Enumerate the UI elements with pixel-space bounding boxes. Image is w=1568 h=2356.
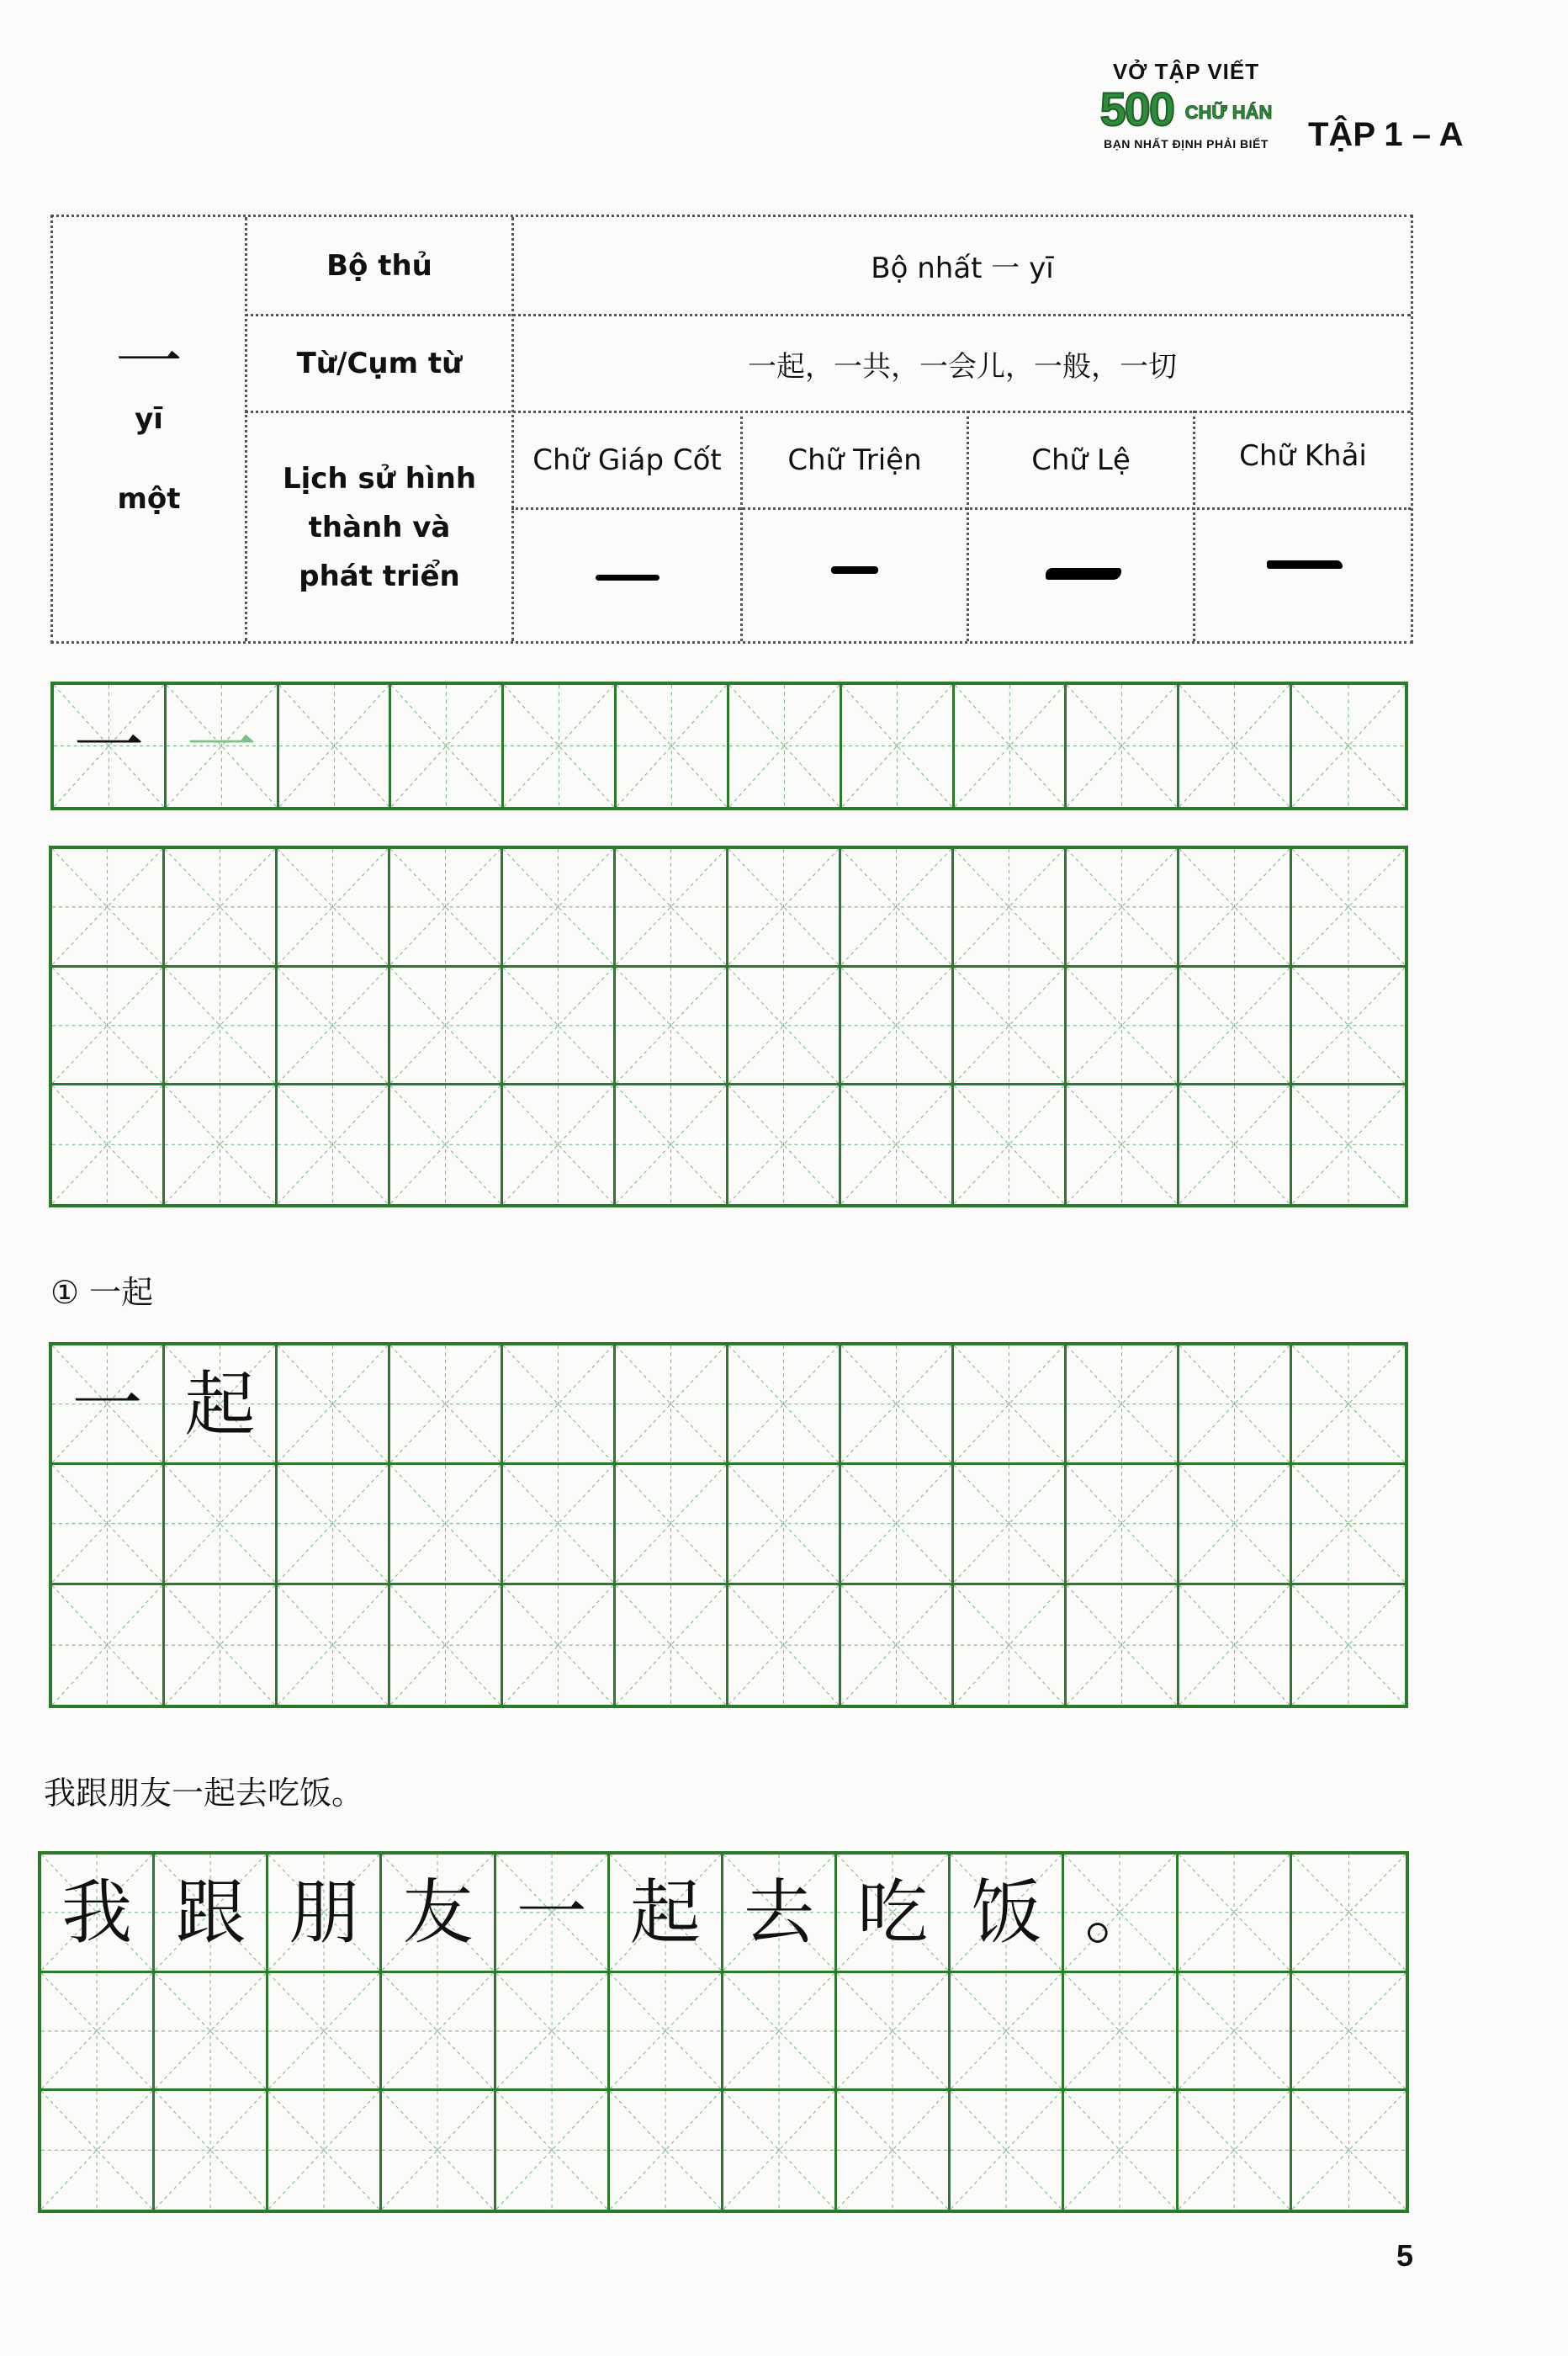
- grid-cell[interactable]: [1067, 1085, 1179, 1204]
- grid-row: [41, 1855, 1406, 1973]
- grid-cell[interactable]: [390, 1345, 503, 1465]
- grid-cell[interactable]: [52, 1585, 165, 1705]
- grid-cell[interactable]: [496, 2091, 610, 2210]
- practice-grid-blank[interactable]: [49, 846, 1408, 1207]
- grid-character: 跟: [175, 1870, 246, 1954]
- grid-character: 饭: [971, 1870, 1042, 1954]
- grid-character: 一: [186, 704, 257, 788]
- grid-cell[interactable]: [496, 1855, 610, 1973]
- grid-cell[interactable]: [841, 1345, 954, 1465]
- grid-cell[interactable]: [954, 968, 1067, 1086]
- grid-cell[interactable]: [390, 1465, 503, 1584]
- logo-number: [1077, 82, 1295, 137]
- grid-cell[interactable]: [954, 1085, 1067, 1204]
- grid-cell[interactable]: [496, 1973, 610, 2092]
- grid-cell[interactable]: [52, 849, 165, 968]
- grid-cell[interactable]: [837, 2091, 951, 2210]
- words-label: Từ/Cụm từ: [296, 347, 463, 380]
- grid-cell[interactable]: [951, 1855, 1064, 1973]
- logo-title: VỞ TẬP VIẾT: [1112, 59, 1260, 84]
- grid-cell[interactable]: [1179, 1585, 1292, 1705]
- grid-cell[interactable]: [503, 1085, 616, 1204]
- grid-cell[interactable]: [52, 1085, 165, 1204]
- grid-row: [52, 1585, 1405, 1705]
- grid-cell[interactable]: [165, 1465, 278, 1584]
- radical-value: Bộ nhất 一 yī: [871, 252, 1054, 285]
- grid-cell[interactable]: [1179, 1973, 1292, 2092]
- grid-character: 吃: [857, 1870, 929, 1954]
- grid-cell[interactable]: [52, 968, 165, 1086]
- grid-cell[interactable]: [268, 2091, 382, 2210]
- grid-cell[interactable]: [279, 685, 392, 807]
- radical-label: Bộ thủ: [326, 248, 432, 283]
- grid-cell[interactable]: [610, 1855, 723, 1973]
- grid-cell[interactable]: [503, 1345, 616, 1465]
- grid-cell[interactable]: [382, 2091, 495, 2210]
- grid-row: [41, 1973, 1406, 2092]
- grid-cell[interactable]: [155, 1855, 268, 1973]
- grid-row: [52, 1085, 1405, 1204]
- grid-cell[interactable]: [951, 1973, 1064, 2092]
- grid-cell[interactable]: [268, 1973, 382, 2092]
- grid-character: 一: [73, 704, 145, 788]
- grid-cell[interactable]: [728, 1345, 841, 1465]
- grid-cell[interactable]: [165, 1585, 278, 1705]
- book-logo: [1077, 59, 1295, 168]
- practice-grid-word[interactable]: [49, 1342, 1408, 1708]
- grid-row: [41, 2091, 1406, 2210]
- practice-grid-character[interactable]: [50, 682, 1408, 810]
- grid-cell[interactable]: [954, 1345, 1067, 1465]
- grid-row: [52, 849, 1405, 968]
- grid-row: [52, 1465, 1405, 1584]
- grid-cell[interactable]: [841, 968, 954, 1086]
- grid-character: 朋: [289, 1870, 360, 1954]
- grid-cell[interactable]: [1292, 1085, 1405, 1204]
- grid-cell[interactable]: [1292, 849, 1405, 968]
- grid-character: 起: [629, 1870, 701, 1954]
- grid-cell[interactable]: [1067, 1585, 1179, 1705]
- grid-cell[interactable]: [616, 1465, 728, 1584]
- grid-cell[interactable]: [268, 1855, 382, 1973]
- grid-cell[interactable]: [1064, 1855, 1178, 1973]
- grid-cell[interactable]: [1067, 1345, 1179, 1465]
- oracle-glyph: [596, 575, 660, 581]
- grid-cell[interactable]: [616, 1585, 728, 1705]
- grid-cell[interactable]: [391, 685, 504, 807]
- grid-cell[interactable]: [278, 1465, 390, 1584]
- grid-cell[interactable]: [1179, 2091, 1292, 2210]
- exercise-word-label: ① 一起: [50, 1274, 154, 1311]
- grid-cell[interactable]: [1179, 1345, 1292, 1465]
- grid-cell[interactable]: [1179, 849, 1292, 968]
- script-name-seal: Chữ Triện: [787, 443, 922, 477]
- grid-cell[interactable]: [155, 2091, 268, 2210]
- grid-character: 去: [744, 1870, 815, 1954]
- grid-cell[interactable]: [728, 968, 841, 1086]
- grid-cell[interactable]: [382, 1973, 495, 2092]
- grid-cell[interactable]: [278, 968, 390, 1086]
- grid-cell[interactable]: [390, 849, 503, 968]
- grid-cell[interactable]: [841, 1085, 954, 1204]
- grid-cell[interactable]: [842, 685, 955, 807]
- script-name-regular: Chữ Khải: [1239, 439, 1367, 473]
- grid-cell[interactable]: [610, 1973, 723, 2092]
- grid-cell[interactable]: [954, 849, 1067, 968]
- grid-cell[interactable]: [1292, 1345, 1405, 1465]
- pinyin: yī: [135, 402, 163, 436]
- grid-cell[interactable]: [616, 1345, 728, 1465]
- grid-cell[interactable]: [837, 1973, 951, 2092]
- grid-cell[interactable]: [728, 1465, 841, 1584]
- grid-cell[interactable]: [955, 685, 1067, 807]
- grid-cell[interactable]: [951, 2091, 1064, 2210]
- grid-cell[interactable]: [165, 1085, 278, 1204]
- history-label: Lịch sử hình thành và phát triển: [282, 461, 477, 593]
- grid-cell[interactable]: [278, 1085, 390, 1204]
- grid-character: 起: [184, 1362, 256, 1446]
- grid-cell[interactable]: [1064, 1973, 1178, 2092]
- volume-label: TẬP 1 – A: [1308, 116, 1464, 153]
- grid-cell[interactable]: [41, 1973, 155, 2092]
- grid-cell[interactable]: [1067, 685, 1179, 807]
- logo-tagline: BẠN NHẤT ĐỊNH PHẢI BIẾT: [1104, 137, 1269, 151]
- grid-cell[interactable]: [52, 1345, 165, 1465]
- grid-cell[interactable]: [728, 1085, 841, 1204]
- grid-character: 一: [72, 1362, 143, 1446]
- grid-cell[interactable]: [1067, 968, 1179, 1086]
- grid-cell[interactable]: [1067, 1465, 1179, 1584]
- example-sentence: 我跟朋友一起去吃饭。: [44, 1775, 364, 1812]
- grid-cell[interactable]: [1292, 1465, 1405, 1584]
- grid-cell[interactable]: [1292, 685, 1405, 807]
- grid-cell[interactable]: [503, 1585, 616, 1705]
- grid-cell[interactable]: [1292, 2091, 1406, 2210]
- grid-cell[interactable]: [278, 1585, 390, 1705]
- grid-cell[interactable]: [616, 849, 728, 968]
- grid-cell[interactable]: [616, 968, 728, 1086]
- grid-cell[interactable]: [617, 685, 729, 807]
- grid-cell[interactable]: [167, 685, 279, 807]
- grid-cell[interactable]: [390, 1085, 503, 1204]
- grid-cell[interactable]: [1179, 1465, 1292, 1584]
- grid-cell[interactable]: [52, 1465, 165, 1584]
- grid-character: 一: [516, 1870, 587, 1954]
- grid-cell[interactable]: [278, 1345, 390, 1465]
- grid-cell[interactable]: [954, 1585, 1067, 1705]
- grid-cell[interactable]: [1292, 1973, 1406, 2092]
- grid-cell[interactable]: [503, 968, 616, 1086]
- grid-cell[interactable]: [155, 1973, 268, 2092]
- grid-cell[interactable]: [165, 849, 278, 968]
- character-info-table: [50, 215, 1413, 644]
- grid-cell[interactable]: [1067, 849, 1179, 968]
- words-value: 一起，一共，一会儿，一般，一切: [748, 349, 1177, 384]
- grid-cell[interactable]: [954, 1465, 1067, 1584]
- logo-subtitle: CHỮ HÁN: [1184, 102, 1273, 124]
- page-number: 5: [1396, 2238, 1414, 2273]
- grid-row: [54, 685, 1405, 807]
- seal-glyph: [831, 566, 878, 574]
- grid-cell[interactable]: [390, 968, 503, 1086]
- grid-cell[interactable]: [610, 2091, 723, 2210]
- grid-cell[interactable]: [729, 685, 842, 807]
- grid-cell[interactable]: [723, 2091, 837, 2210]
- grid-cell[interactable]: [503, 849, 616, 968]
- grid-cell[interactable]: [837, 1855, 951, 1973]
- grid-cell[interactable]: [723, 1855, 837, 1973]
- grid-cell[interactable]: [41, 2091, 155, 2210]
- grid-character: 友: [402, 1870, 474, 1954]
- grid-cell[interactable]: [1292, 1855, 1406, 1973]
- logo-number-value: 500: [1099, 82, 1174, 135]
- script-name-clerical: Chữ Lệ: [1031, 443, 1131, 477]
- clerical-glyph: [1046, 568, 1121, 580]
- main-character: 一: [115, 322, 183, 401]
- grid-cell[interactable]: [728, 849, 841, 968]
- grid-cell[interactable]: [728, 1585, 841, 1705]
- grid-cell[interactable]: [616, 1085, 728, 1204]
- grid-cell[interactable]: [723, 1973, 837, 2092]
- grid-cell[interactable]: [382, 1855, 495, 1973]
- grid-cell[interactable]: [1292, 968, 1405, 1086]
- grid-cell[interactable]: [165, 1345, 278, 1465]
- grid-cell[interactable]: [841, 1465, 954, 1584]
- script-name-oracle: Chữ Giáp Cốt: [532, 443, 722, 477]
- grid-cell[interactable]: [1179, 1855, 1292, 1973]
- grid-row: [52, 1345, 1405, 1465]
- practice-grid-sentence[interactable]: [38, 1851, 1409, 2213]
- grid-cell[interactable]: [278, 849, 390, 968]
- grid-cell[interactable]: [841, 1585, 954, 1705]
- grid-cell[interactable]: [390, 1585, 503, 1705]
- grid-cell[interactable]: [504, 685, 617, 807]
- meaning: một: [117, 482, 181, 516]
- grid-cell[interactable]: [1179, 1085, 1292, 1204]
- grid-cell[interactable]: [54, 685, 167, 807]
- grid-character: 我: [61, 1870, 133, 1954]
- grid-row: [52, 968, 1405, 1086]
- grid-cell[interactable]: [1064, 2091, 1178, 2210]
- grid-cell[interactable]: [841, 849, 954, 968]
- grid-cell[interactable]: [1179, 685, 1292, 807]
- grid-cell[interactable]: [41, 1855, 155, 1973]
- grid-cell[interactable]: [503, 1465, 616, 1584]
- grid-character: 。: [1084, 1870, 1156, 1954]
- grid-cell[interactable]: [1179, 968, 1292, 1086]
- regular-glyph: [1267, 560, 1343, 569]
- grid-cell[interactable]: [165, 968, 278, 1086]
- grid-cell[interactable]: [1292, 1585, 1405, 1705]
